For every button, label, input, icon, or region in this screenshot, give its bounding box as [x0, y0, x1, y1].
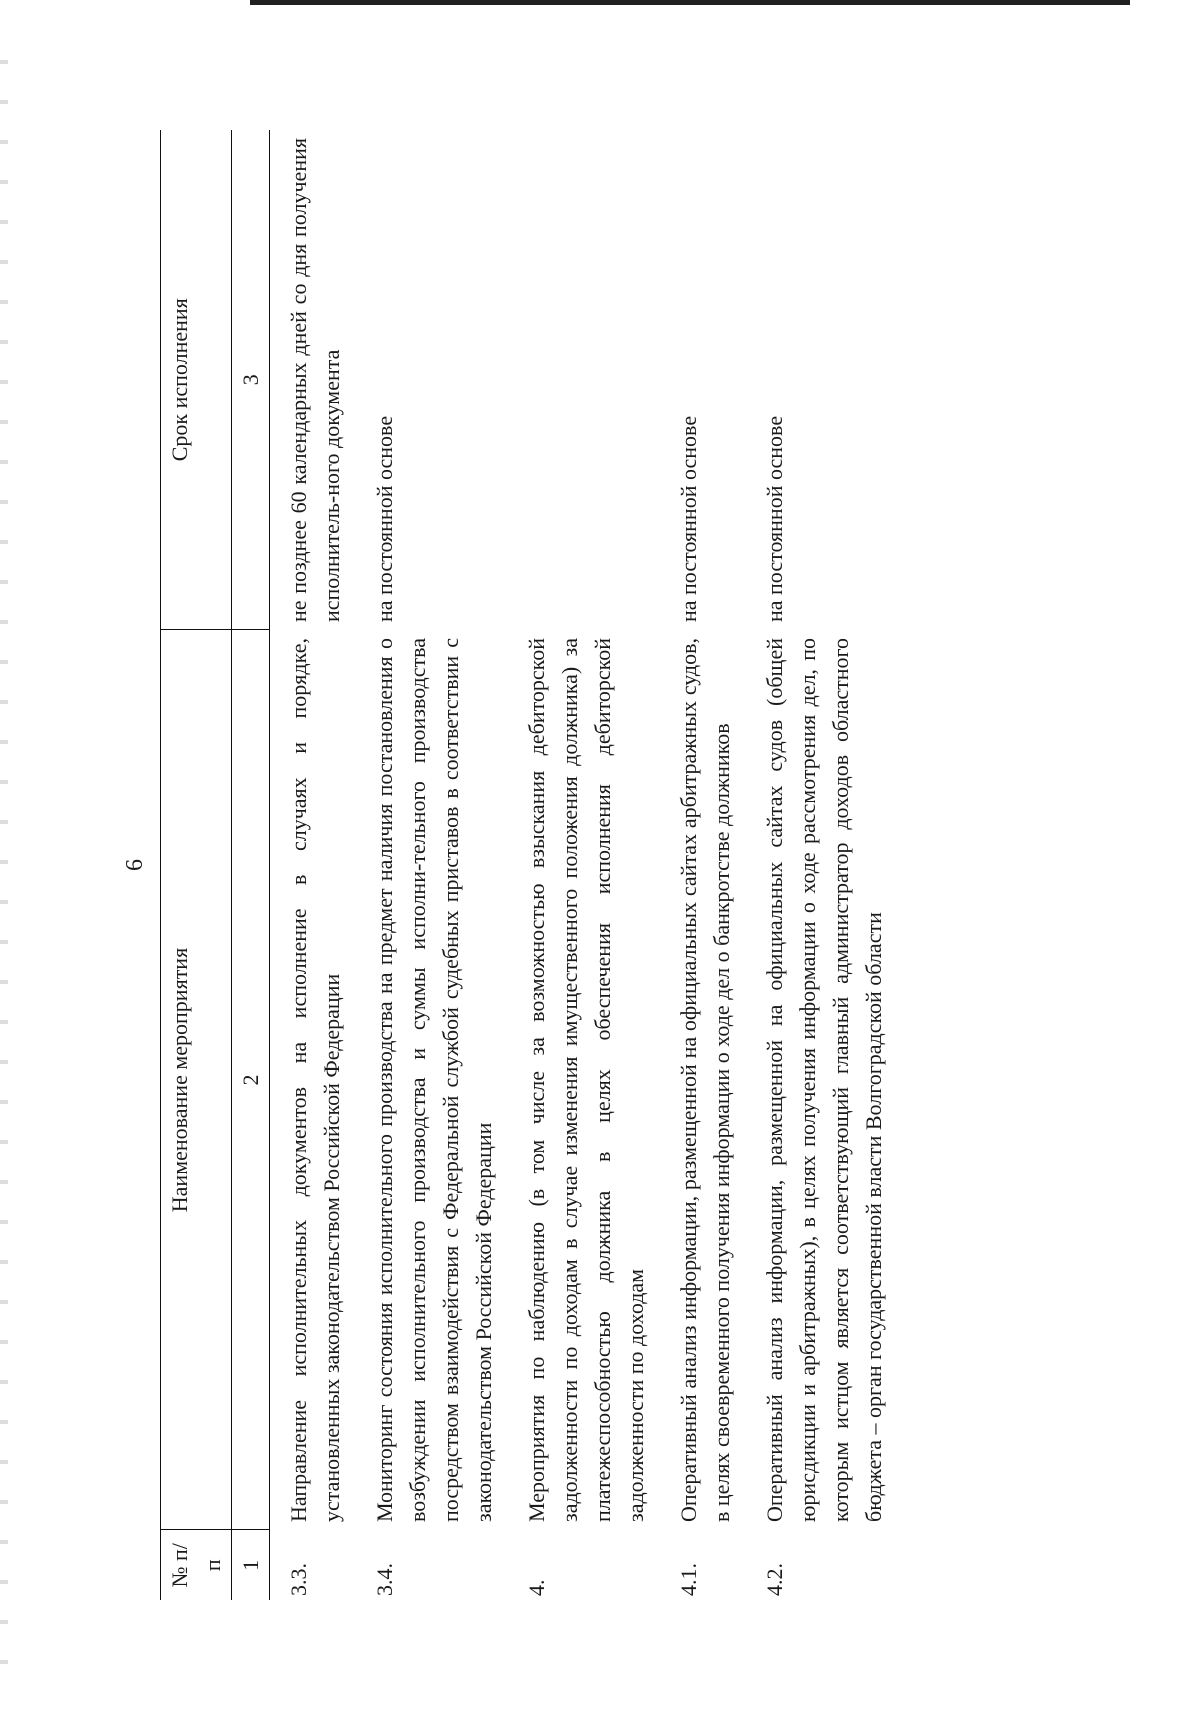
row-name: Мониторинг состояния исполнительного производства на предмет наличия постановления о возбуждении исполнительного производства и суммы исполни-тельного производства посредством взаимодействия с Федеральной службой судебных приставов в соответствии с законодательством Российской Федерации — [372, 638, 496, 1522]
header-name: Наименование мероприятия — [161, 630, 232, 1530]
table-row — [270, 130, 357, 1600]
table-header-row — [161, 130, 232, 1600]
column-number-3: 3 — [232, 130, 270, 630]
header-number: № п/п — [161, 1530, 232, 1600]
scan-edge-marks — [0, 60, 8, 1680]
row-deadline: не позднее 60 календарных дней со дня получения исполнитель-ного документа — [286, 138, 344, 622]
table-row — [356, 130, 508, 1600]
row-deadline — [508, 130, 660, 630]
column-number-1: 1 — [232, 1530, 270, 1600]
header-deadline: Срок исполнения — [161, 130, 232, 630]
measures-table — [160, 130, 898, 1600]
row-name: Оперативный анализ информации, размещенной на официальных сайтах судов (общей юрисдикции и арбитражных), в целях получения информации о ходе рассмотрения дел, по которым истцом является соответствующий главный администратор доходов областного бюджета – орган государственной власти Волгоградской области — [762, 638, 886, 1522]
table-row — [660, 130, 746, 1600]
row-number: 4.2. — [762, 1563, 787, 1596]
row-number: 4.1. — [676, 1563, 701, 1596]
table-row — [746, 130, 898, 1600]
table-row — [508, 130, 660, 1600]
column-number-row — [232, 130, 270, 1600]
row-number: 3.3. — [286, 1563, 311, 1596]
page-number: 6 — [122, 859, 148, 871]
row-name: Направление исполнительных документов на исполнение в случаях и порядке, установленных законодательством Российской Федерации — [286, 638, 344, 1522]
rotated-page — [122, 130, 1020, 1600]
row-deadline: на постоянной основе — [762, 415, 787, 622]
column-number-2: 2 — [232, 630, 270, 1530]
row-deadline: на постоянной основе — [676, 415, 701, 622]
row-name: Мероприятия по наблюдению (в том числе за возможностью взыскания дебиторской задолженности по доходам в случае изменения имущественного положения должника) за платежеспособностью должника в целях обеспечения исполнения дебиторской задолженности по доходам — [524, 638, 648, 1522]
scan-top-rule — [250, 0, 1130, 5]
row-number: 3.4. — [372, 1563, 397, 1596]
row-name: Оперативный анализ информации, размещенной на официальных сайтах арбитражных судов, в целях своевременного получения информации о ходе дел о банкротстве должников — [676, 638, 734, 1522]
row-number: 4. — [524, 1579, 549, 1596]
row-deadline: на постоянной основе — [372, 415, 397, 622]
